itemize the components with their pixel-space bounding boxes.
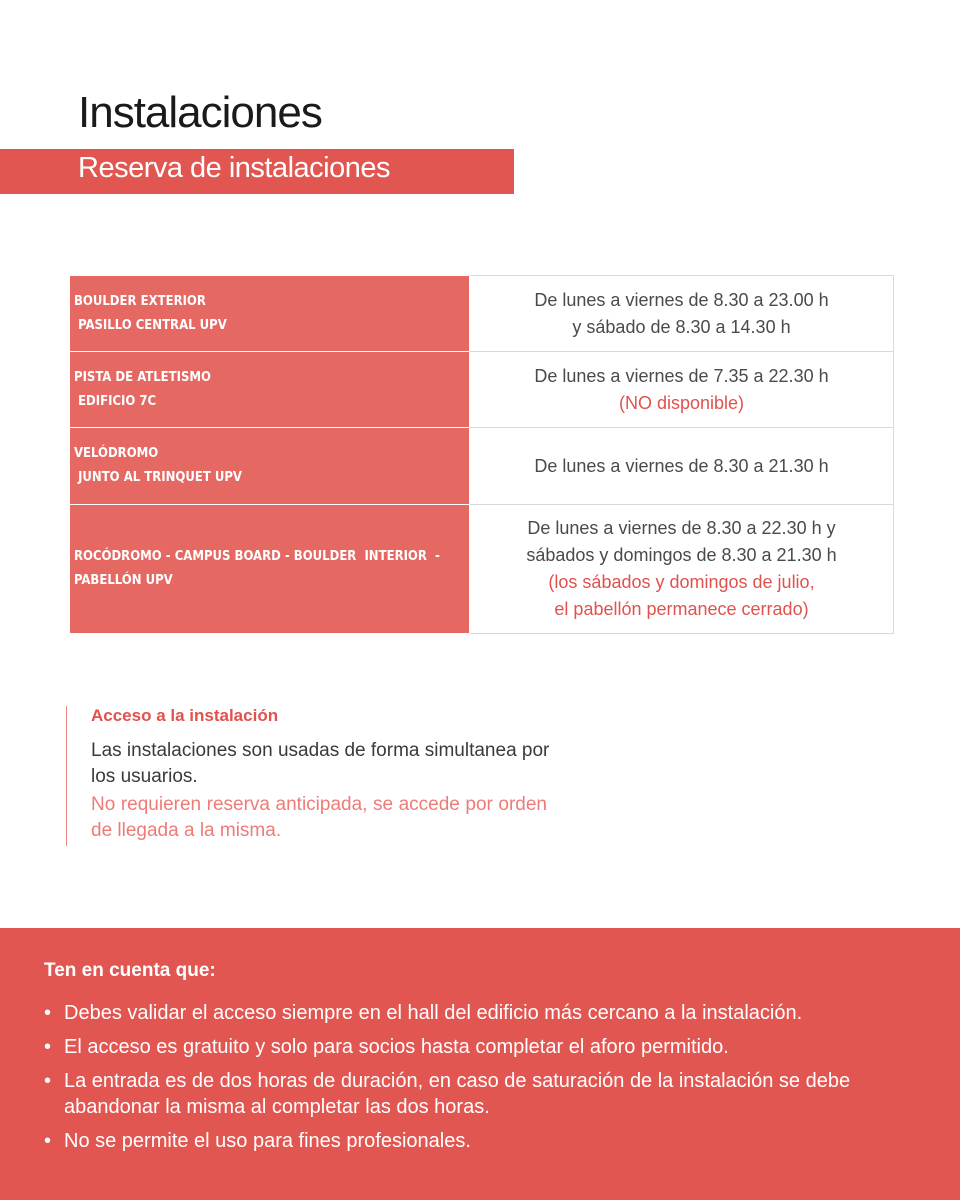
list-item [44, 1000, 924, 1026]
bullet-icon: • [44, 1002, 52, 1024]
list-item-text: La entrada es de dos horas de duración, en caso de saturación de la instalación se debe abandonar la misma al completar las dos horas. [64, 1070, 851, 1118]
page-title: Instalaciones [78, 88, 322, 137]
hours-text: y sábado de 8.30 a 14.30 h [572, 316, 791, 337]
access-body: Las instalaciones son usadas de forma simultanea por los usuarios. [91, 740, 550, 787]
facility-name: ROCÓDROMO - CAMPUS BOARD - BOULDER INTERIOR - [74, 549, 440, 564]
notice-title: Ten en cuenta que: [44, 960, 216, 981]
hours-note: (los sábados y domingos de julio, [548, 572, 815, 592]
hours-text: De lunes a viernes de 8.30 a 22.30 h y [527, 518, 836, 538]
bullet-icon: • [44, 1130, 52, 1152]
hours-note: el pabellón permanece cerrado) [554, 599, 809, 619]
hours-cell [470, 505, 894, 634]
page-subtitle: Reserva de instalaciones [78, 152, 391, 184]
notice-panel [0, 928, 960, 1200]
access-note: No requieren reserva anticipada, se accede por orden de llegada a la misma. [91, 794, 547, 841]
facility-location: EDIFICIO 7C [74, 393, 157, 409]
facility-location: JUNTO AL TRINQUET UPV [74, 470, 242, 485]
hours-text: sábados y domingos de 8.30 a 21.30 h [526, 545, 837, 565]
access-title: Acceso a la instalación [91, 706, 279, 725]
facility-name: VELÓDROMO [74, 446, 159, 461]
table-row [70, 352, 894, 428]
notice-list [44, 1000, 924, 1162]
hours-text: De lunes a viernes de 8.30 a 21.30 h [534, 455, 829, 476]
hours-cell [470, 276, 894, 352]
facility-cell [70, 352, 470, 428]
schedule-table [69, 275, 894, 634]
hours-cell [470, 428, 894, 505]
list-item [44, 1128, 924, 1154]
facility-location: PABELLÓN UPV [74, 573, 173, 588]
facility-name: PISTA DE ATLETISMO [74, 369, 212, 385]
bullet-icon: • [44, 1070, 52, 1092]
bullet-icon: • [44, 1036, 52, 1058]
table-row [70, 276, 894, 352]
facility-cell [70, 276, 470, 352]
facility-location: PASILLO CENTRAL UPV [74, 317, 227, 333]
facility-cell [70, 505, 470, 634]
list-item-text: No se permite el uso para fines profesionales. [64, 1130, 471, 1152]
table-row [70, 505, 894, 634]
list-item-text: El acceso es gratuito y solo para socios hasta completar el aforo permitido. [64, 1036, 729, 1058]
list-item [44, 1068, 924, 1120]
access-section [66, 706, 567, 846]
list-item [44, 1034, 924, 1060]
list-item-text: Debes validar el acceso siempre en el hall del edificio más cercano a la instalación. [64, 1002, 803, 1024]
facility-cell [70, 428, 470, 505]
facility-name: BOULDER EXTERIOR [74, 293, 206, 309]
hours-cell [470, 352, 894, 428]
table-row [70, 428, 894, 505]
hours-text: De lunes a viernes de 8.30 a 23.00 h [534, 289, 829, 310]
hours-text: De lunes a viernes de 7.35 a 22.30 h [534, 365, 829, 386]
hours-note: (NO disponible) [618, 392, 745, 413]
